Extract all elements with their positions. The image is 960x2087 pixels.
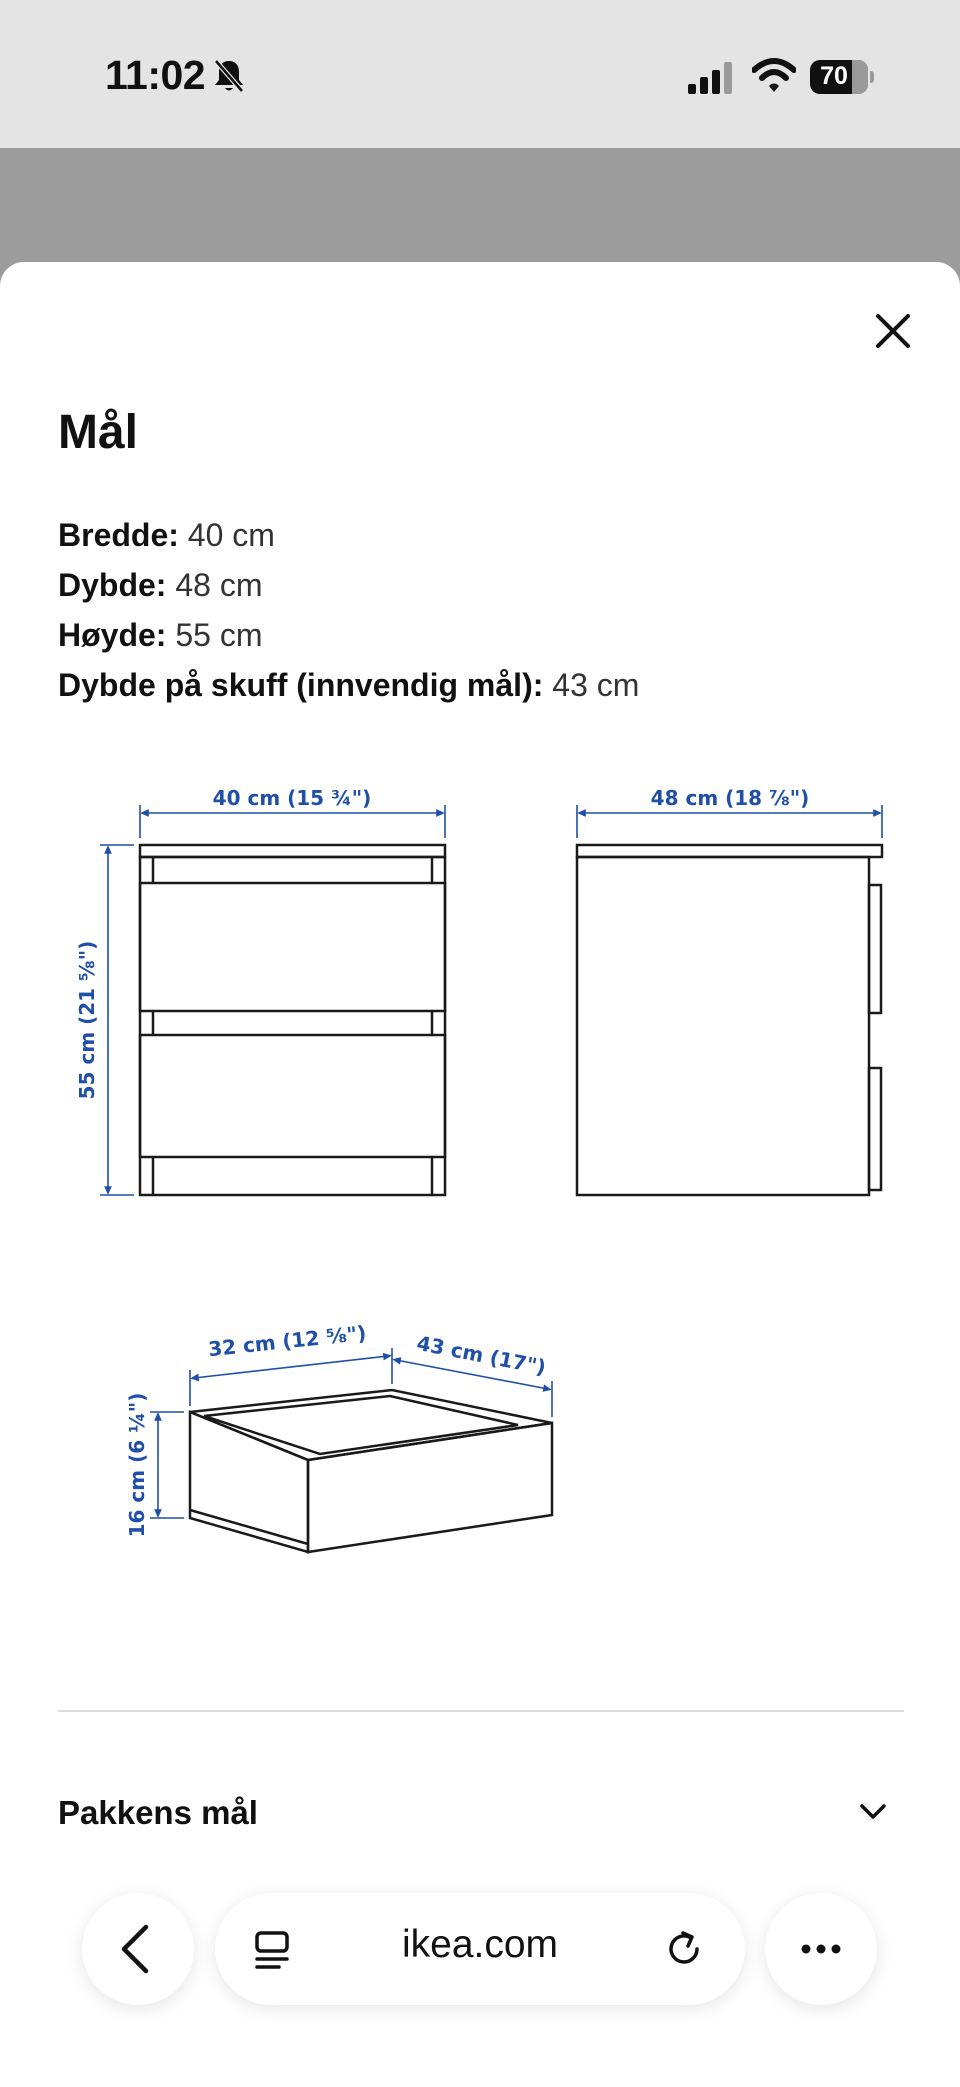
- status-bar: [0, 0, 960, 148]
- section-divider: [58, 1710, 904, 1712]
- cellular-signal-icon: [688, 62, 734, 94]
- spec-list: [58, 510, 639, 710]
- label-drawer-depth: 43 cm (17"): [414, 1330, 548, 1380]
- close-icon[interactable]: [870, 308, 916, 354]
- more-button[interactable]: [765, 1893, 877, 2005]
- spec-width: Bredde: 40 cm: [58, 517, 275, 553]
- sheet-title: Mål: [58, 406, 139, 459]
- label-front-width: 40 cm (15 ¾"): [212, 786, 372, 810]
- reload-icon: [655, 1893, 715, 2005]
- battery-icon: [810, 60, 872, 94]
- bell-slash-icon: [212, 58, 246, 94]
- back-icon: [82, 1893, 194, 2005]
- battery-percent: 70: [820, 62, 848, 90]
- spec-depth: Dybde: 48 cm: [58, 567, 263, 603]
- wifi-icon: [752, 58, 796, 94]
- back-button[interactable]: [82, 1893, 194, 2005]
- status-time: 11:02: [105, 52, 206, 98]
- address-bar[interactable]: [215, 1893, 745, 2005]
- chevron-down-icon: [858, 1802, 888, 1822]
- url-text: ikea.com: [401, 1923, 559, 1966]
- label-drawer-width: 32 cm (12 ⅝"): [207, 1320, 368, 1362]
- label-side-depth: 48 cm (18 ⅞"): [650, 786, 810, 810]
- spec-height: Høyde: 55 cm: [58, 617, 263, 653]
- dimension-diagram: [70, 770, 900, 1620]
- label-front-height: 55 cm (21 ⅝"): [75, 940, 99, 1100]
- spec-drawer-depth: Dybde på skuff (innvendig mål): 43 cm: [58, 667, 640, 703]
- package-dimensions-label: Pakkens mål: [58, 1794, 258, 1831]
- package-dimensions-accordion[interactable]: [0, 1780, 960, 1850]
- label-drawer-height: 16 cm (6 ¼"): [125, 1392, 149, 1538]
- more-icon: [765, 1893, 877, 2005]
